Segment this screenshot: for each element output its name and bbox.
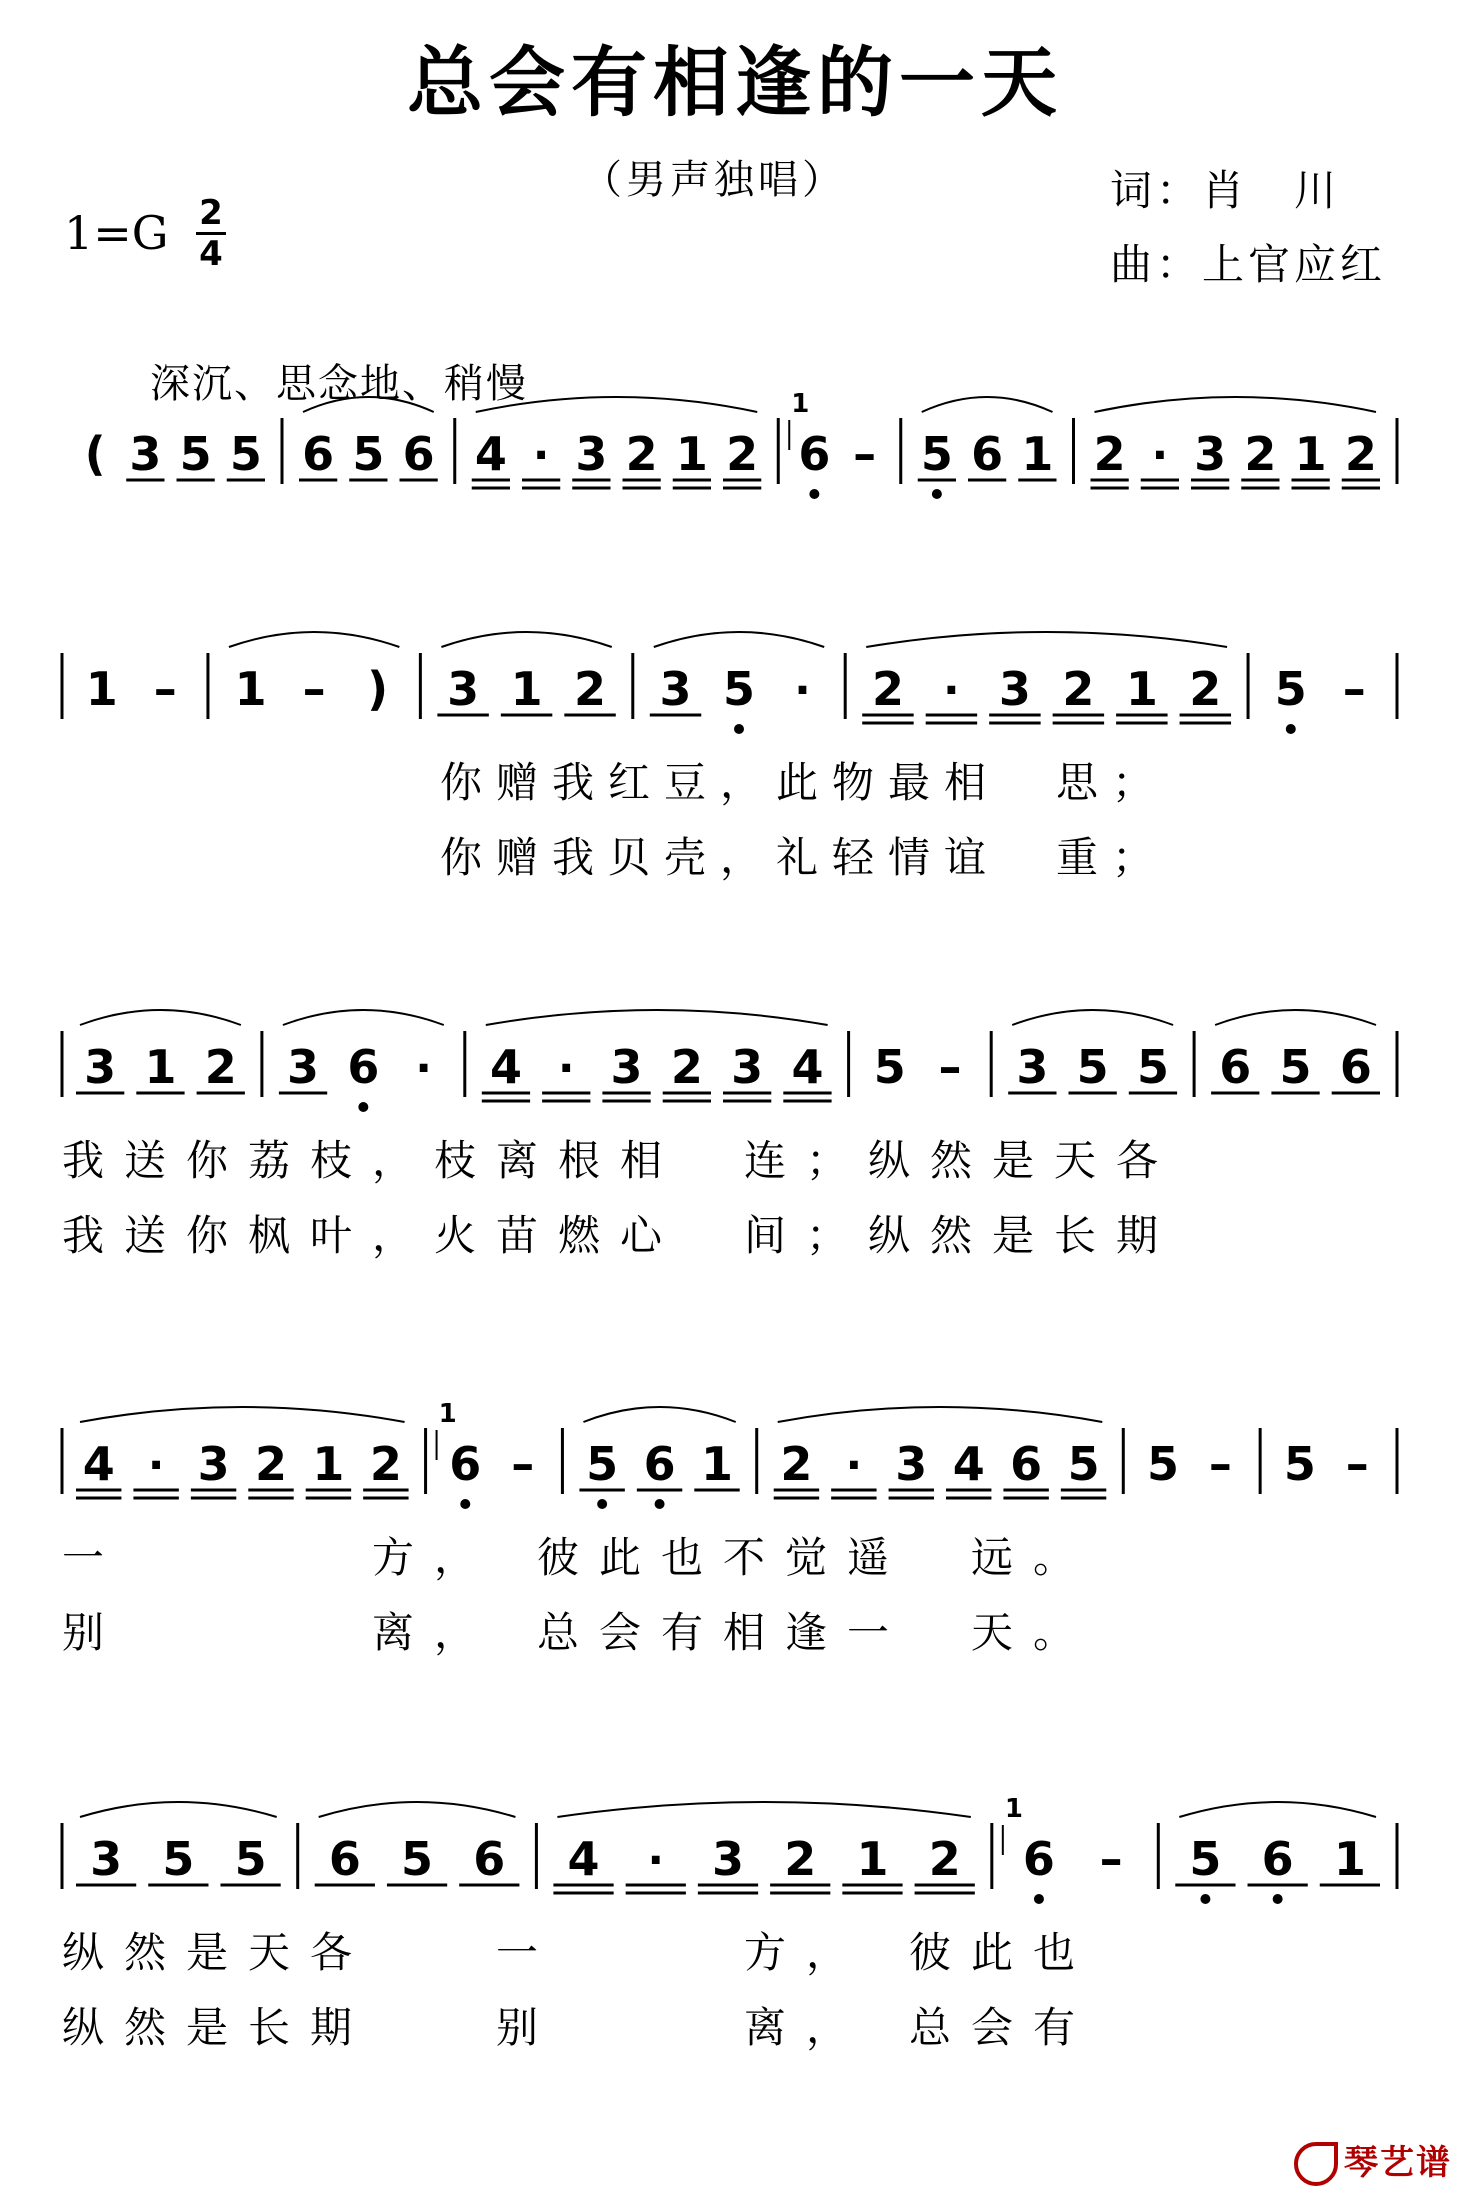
note: 3: [84, 1040, 117, 1094]
lower-octave-dot: [358, 1102, 368, 1112]
note: 2: [780, 1437, 813, 1491]
lyric-line: 你赠我红豆，此物最相 思；: [440, 758, 1169, 807]
note: 5: [1067, 1437, 1100, 1491]
lyric-line: 我送你荔枝，枝离根相 连；纵然是天各: [62, 1136, 1179, 1185]
note: 6: [643, 1437, 676, 1491]
slur: [80, 1802, 277, 1817]
note: 5: [229, 427, 262, 481]
dash-mark: –: [153, 662, 177, 716]
note: 3: [610, 1040, 643, 1094]
augmentation-dot: ·: [147, 1440, 165, 1491]
note: 6: [449, 1437, 482, 1491]
watermark-text: 琴艺谱: [1344, 2142, 1452, 2183]
note: 6: [473, 1832, 506, 1886]
note: 6: [1010, 1437, 1043, 1491]
dash-mark: –: [302, 662, 326, 716]
lyricist-credit: 词：肖 川: [1110, 166, 1341, 215]
lyric-line: 你赠我贝壳，礼轻情谊 重；: [440, 833, 1169, 882]
watermark-logo-icon: [1294, 2142, 1338, 2186]
augmentation-dot: ·: [532, 430, 550, 481]
slur: [557, 1802, 970, 1817]
lower-octave-dot: [1200, 1894, 1210, 1904]
note: 4: [82, 1437, 115, 1491]
augmentation-dot: ·: [415, 1043, 433, 1094]
slur: [283, 1010, 444, 1025]
note: 3: [287, 1040, 320, 1094]
slur: [1095, 397, 1377, 412]
time-signature-bottom: 4: [199, 234, 223, 274]
composer-credit: 曲：上官应红: [1110, 240, 1387, 289]
volta-number: 1: [438, 1399, 457, 1429]
note: 6: [1219, 1040, 1252, 1094]
slur: [1215, 1010, 1376, 1025]
lower-octave-dot: [597, 1499, 607, 1509]
lower-octave-dot: [734, 724, 744, 734]
note: 1: [856, 1832, 889, 1886]
augmentation-dot: ·: [1151, 430, 1169, 481]
note: 2: [1189, 662, 1222, 716]
note: 3: [447, 662, 480, 716]
page-title: 总会有相逢的一天: [407, 38, 1063, 127]
note: 3: [895, 1437, 928, 1491]
note: 4: [474, 427, 507, 481]
note: 5: [234, 1832, 267, 1886]
note: 2: [625, 427, 658, 481]
augmentation-dot: ·: [557, 1043, 575, 1094]
lower-octave-dot: [460, 1499, 470, 1509]
note: 5: [722, 662, 756, 716]
paren-mark: (: [84, 427, 106, 481]
note: 6: [1339, 1040, 1372, 1094]
slur: [441, 632, 611, 647]
slur: [1179, 1802, 1376, 1817]
lower-octave-dot: [932, 489, 942, 499]
slur: [1012, 1010, 1173, 1025]
note: 3: [731, 1040, 764, 1094]
note: 4: [489, 1040, 522, 1094]
note: 5: [1076, 1040, 1109, 1094]
slur: [303, 397, 434, 412]
slur: [80, 1407, 405, 1422]
note: 5: [920, 427, 953, 481]
lyric-line: 我送你枫叶，火苗燃心 间；纵然是长期: [62, 1211, 1179, 1260]
note: 2: [726, 427, 759, 481]
note: 2: [254, 1437, 288, 1491]
note: 4: [567, 1832, 600, 1886]
slur: [654, 632, 824, 647]
note: 5: [1274, 662, 1307, 716]
dash-mark: –: [938, 1040, 962, 1094]
lyric-line: 别 离， 总会有相逢一 天。: [62, 1608, 1096, 1657]
note: 1: [234, 662, 267, 716]
note: 3: [998, 662, 1031, 716]
note: 5: [1146, 1437, 1180, 1491]
note: 1: [1333, 1832, 1366, 1886]
note: 1: [1294, 427, 1327, 481]
note: 1: [144, 1040, 177, 1094]
note: 2: [1093, 427, 1126, 481]
lower-octave-dot: [809, 489, 819, 499]
note: 1: [675, 427, 708, 481]
volta-number: 1: [1004, 1794, 1023, 1824]
note: 1: [510, 662, 543, 716]
note: 5: [352, 427, 385, 481]
note: 3: [575, 427, 608, 481]
dash-mark: –: [1342, 662, 1366, 716]
note: 6: [798, 427, 831, 481]
key-signature: 1=G: [64, 206, 169, 260]
note: 2: [369, 1437, 402, 1491]
note: 2: [1344, 427, 1377, 481]
slur: [486, 1010, 828, 1025]
lower-octave-dot: [1034, 1894, 1044, 1904]
dash-mark: –: [511, 1437, 535, 1491]
note: 1: [700, 1437, 734, 1491]
dash-mark: –: [853, 427, 877, 481]
note: 3: [711, 1832, 745, 1886]
dash-mark: –: [1345, 1437, 1369, 1491]
note: 6: [1261, 1832, 1294, 1886]
note: 3: [197, 1437, 230, 1491]
note: 1: [85, 662, 118, 716]
note: 3: [90, 1832, 123, 1886]
slur: [319, 1802, 516, 1817]
augmentation-dot: ·: [794, 665, 811, 716]
lower-octave-dot: [1273, 1894, 1283, 1904]
watermark: [1294, 2135, 1452, 2187]
paren-mark: ): [367, 662, 389, 716]
note: 5: [401, 1832, 434, 1886]
note: 1: [1125, 662, 1158, 716]
note: 3: [129, 427, 162, 481]
note: 6: [971, 427, 1004, 481]
dash-mark: –: [1208, 1437, 1232, 1491]
note: 5: [586, 1437, 619, 1491]
note: 6: [328, 1832, 361, 1886]
slur: [80, 1010, 241, 1025]
note: 5: [1279, 1040, 1312, 1094]
note: 6: [347, 1040, 380, 1094]
note: 2: [204, 1040, 237, 1094]
note: 6: [1022, 1832, 1055, 1886]
note: 5: [1283, 1437, 1316, 1491]
note: 3: [1016, 1040, 1049, 1094]
note: 2: [1244, 427, 1277, 481]
note: 6: [402, 427, 435, 481]
note: 3: [1194, 427, 1227, 481]
note: 5: [162, 1832, 195, 1886]
note: 1: [312, 1437, 345, 1491]
volta-number: 1: [791, 389, 810, 419]
slur: [476, 397, 758, 412]
lower-octave-dot: [655, 1499, 665, 1509]
augmentation-dot: ·: [647, 1835, 665, 1886]
note: 5: [179, 427, 212, 481]
note: 2: [784, 1832, 817, 1886]
note: 5: [873, 1040, 906, 1094]
lyric-line: 纵然是长期 别 离， 总会有: [62, 2003, 1096, 2052]
slur: [229, 632, 399, 647]
subtitle: （男声独唱）: [582, 157, 846, 203]
slur: [583, 1407, 735, 1422]
note: 4: [952, 1437, 985, 1491]
dash-mark: –: [1099, 1832, 1123, 1886]
slur: [866, 632, 1227, 647]
note: 4: [791, 1040, 824, 1094]
note: 5: [1136, 1040, 1169, 1094]
note: 3: [659, 662, 692, 716]
slur: [922, 397, 1053, 412]
note: 2: [574, 662, 607, 716]
tempo-marking: 深沉、思念地、稍慢: [150, 361, 528, 407]
augmentation-dot: ·: [943, 665, 960, 716]
note: 1: [1021, 427, 1054, 481]
augmentation-dot: ·: [845, 1440, 863, 1491]
note: 2: [670, 1040, 703, 1094]
note: 2: [871, 662, 904, 716]
lyric-line: 一 方， 彼此也不觉遥 远。: [62, 1533, 1096, 1582]
lyric-line: 纵然是天各 一 方， 彼此也: [62, 1928, 1096, 1977]
note: 2: [1062, 662, 1095, 716]
slur: [778, 1407, 1103, 1422]
note: 2: [928, 1832, 961, 1886]
note: 6: [302, 427, 335, 481]
lower-octave-dot: [1286, 724, 1296, 734]
time-signature-top: 2: [199, 193, 223, 233]
note: 5: [1189, 1832, 1222, 1886]
